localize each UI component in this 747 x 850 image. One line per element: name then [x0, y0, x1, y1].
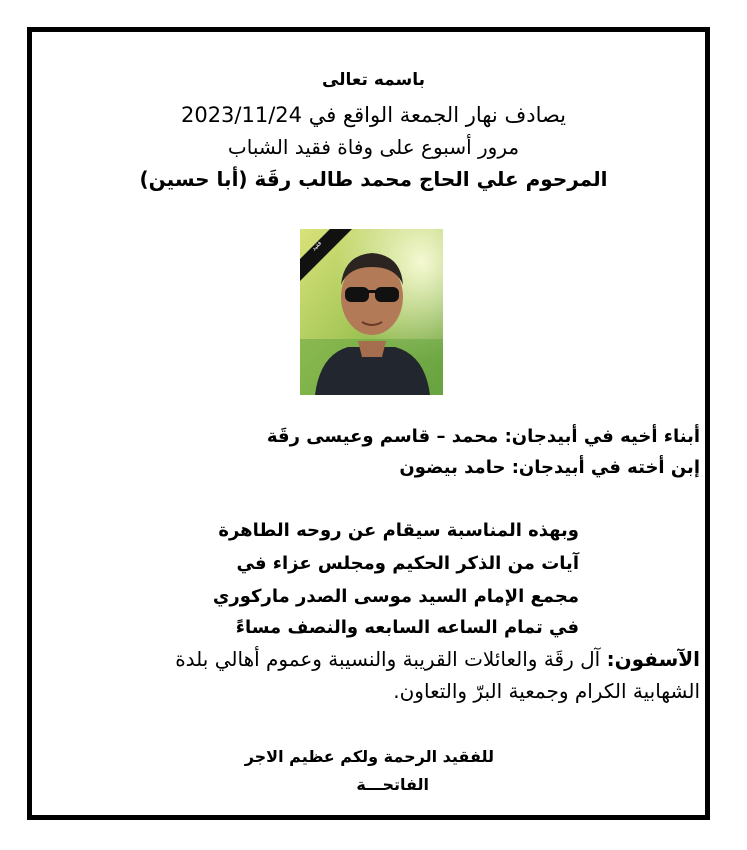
week-line: مرور أسبوع على وفاة فقيد الشباب: [227, 135, 520, 159]
ceremony-line-4: في تمام الساعه السابعه والنصف مساءً: [235, 617, 579, 638]
ceremony-line-3: مجمع الإمام السيد موسى الصدر ماركوري: [212, 586, 579, 607]
date-line: يصادف نهار الجمعة الواقع في 2023/11/24: [180, 103, 567, 127]
mourners-line-1: [175, 647, 700, 671]
relatives-line-1: أبناء أخيه في أبيدجان: محمد – قاسم وعيسى رقَة: [266, 426, 700, 447]
invocation: باسمه تعالى: [321, 70, 426, 90]
mourners-label: الآسفون:: [606, 647, 700, 671]
closing-line-2: الفاتحـــة: [356, 775, 429, 794]
closing-line-1: للفقيد الرحمة ولكم عظيم الاجر: [244, 747, 494, 766]
deceased-photo: [300, 229, 443, 395]
mourners-text: آل رقَة والعائلات القريبة والنسيبة وعموم أهالي بلدة: [175, 647, 601, 671]
ceremony-line-1: وبهذه المناسبة سيقام عن روحه الطاهرة: [218, 520, 579, 541]
deceased-name: المرحوم علي الحاج محمد طالب رقَة (أبا حسين): [139, 167, 608, 191]
relatives-line-2: إبن أخته في أبيدجان: حامد بيضون: [399, 457, 700, 478]
mourners-line-2: الشهابية الكرام وجمعية البرّ والتعاون.: [393, 679, 700, 703]
ceremony-line-2: آيات من الذكر الحكيم ومجلس عزاء في: [236, 553, 579, 574]
portrait-image: [300, 229, 443, 395]
mourning-ribbon-label: فقيد: [310, 239, 324, 253]
